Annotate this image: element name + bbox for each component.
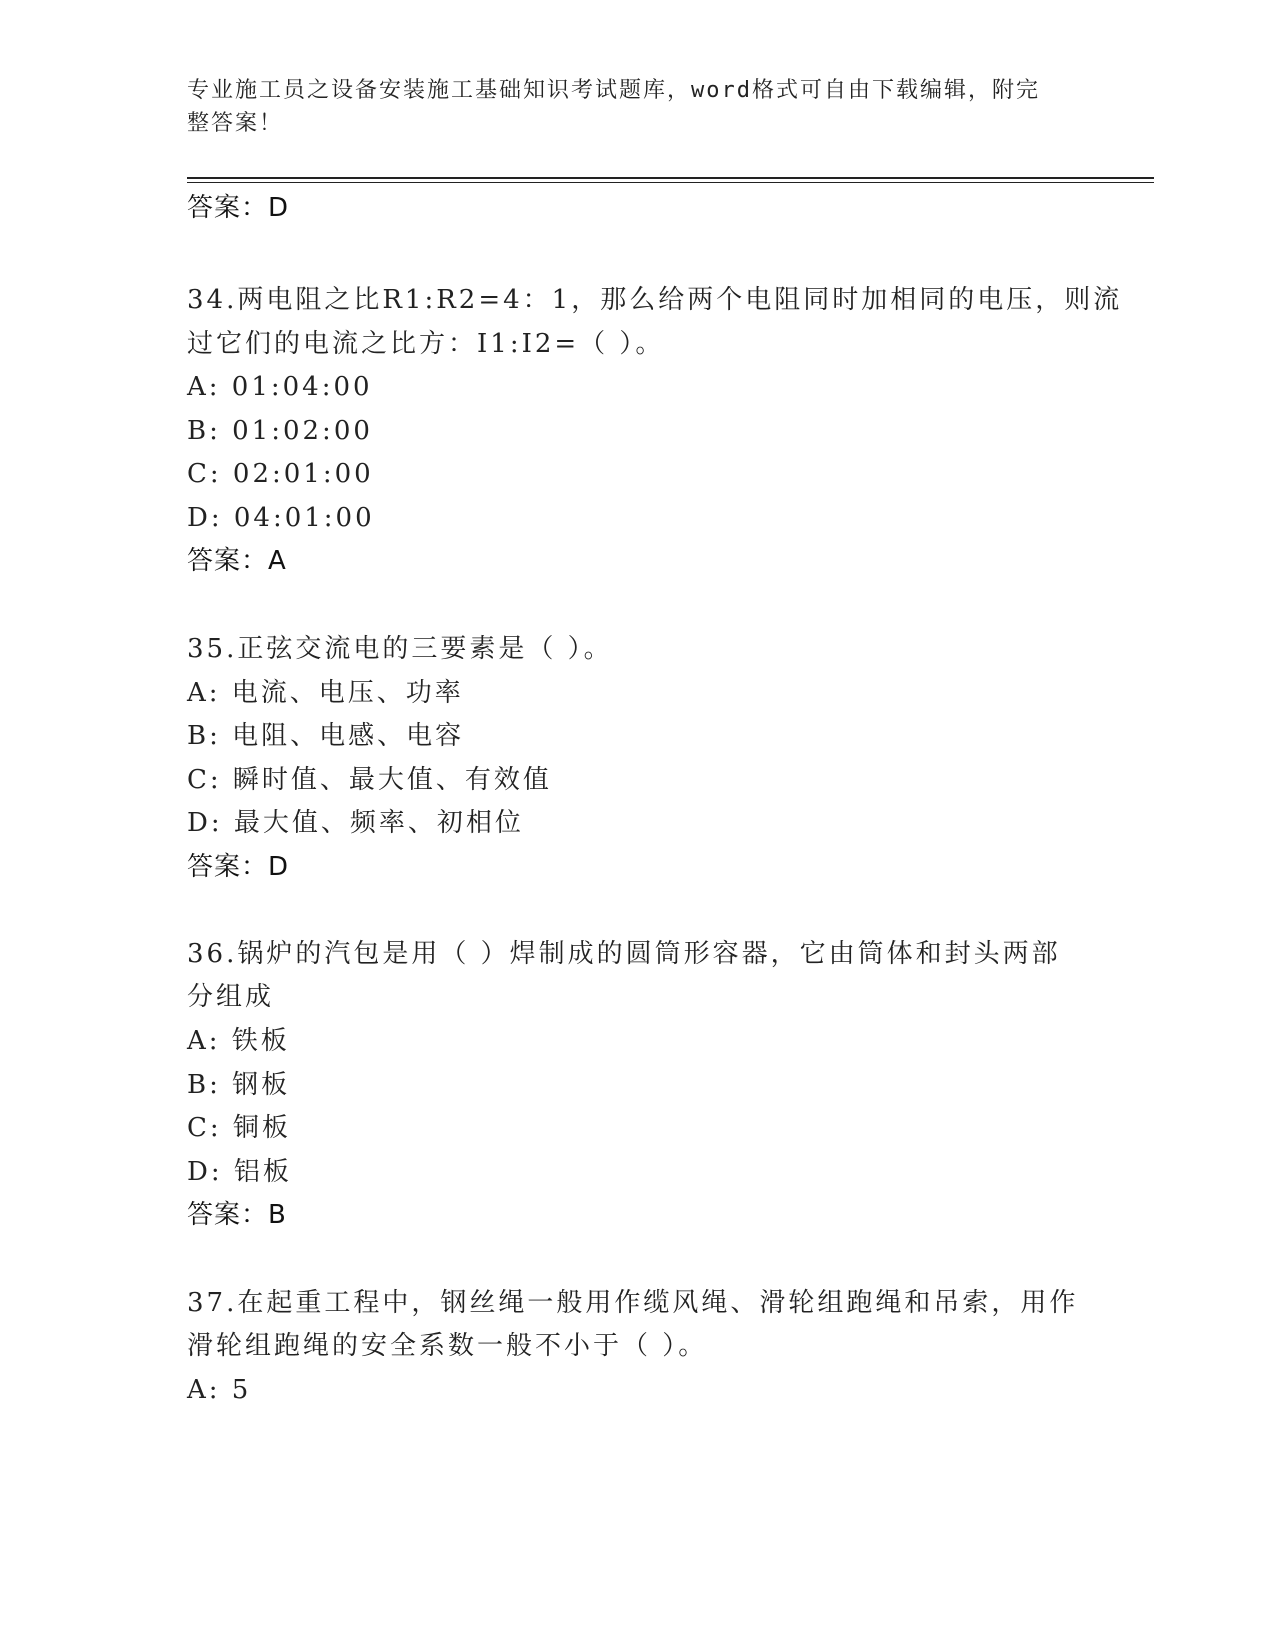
header-line: 整答案！ — [187, 111, 284, 136]
question-stem-line: 过它们的电流之比方：I1:I2=（ ）。 — [187, 329, 665, 359]
option-a: A: 5 — [187, 1375, 252, 1405]
header-rule-thick — [187, 177, 1154, 179]
question-stem-line: 34.两电阻之比R1:R2=4：1，那么给两个电阻同时加相同的电压，则流 — [187, 285, 1123, 315]
question-stem-line: 37.在起重工程中，钢丝绳一般用作缆风绳、滑轮组跑绳和吊索，用作 — [187, 1288, 1079, 1318]
option-a: A: 01:04:00 — [187, 372, 373, 402]
answer: 答案：B — [187, 1200, 287, 1230]
option-a: A: 铁板 — [187, 1026, 290, 1056]
header-rule-thin — [187, 182, 1154, 183]
option-d: D: 04:01:00 — [187, 503, 375, 533]
previous-answer: 答案：D — [187, 193, 290, 223]
question-stem-line: 滑轮组跑绳的安全系数一般不小于（ ）。 — [187, 1331, 708, 1361]
option-c: C: 02:01:00 — [187, 459, 374, 489]
answer: 答案：A — [187, 546, 287, 576]
option-c: C: 瞬时值、最大值、有效值 — [187, 765, 552, 795]
option-c: C: 铜板 — [187, 1113, 291, 1143]
answer: 答案：D — [187, 852, 290, 882]
question-stem-line: 36.锅炉的汽包是用（ ）焊制成的圆筒形容器，它由筒体和封头两部 — [187, 939, 1061, 969]
option-b: B: 01:02:00 — [187, 416, 373, 446]
option-b: B: 钢板 — [187, 1070, 291, 1100]
question-stem-line: 分组成 — [187, 982, 275, 1012]
document-header — [187, 74, 1067, 140]
option-d: D: 最大值、频率、初相位 — [187, 808, 524, 838]
option-b: B: 电阻、电感、电容 — [187, 721, 465, 751]
question-stem-line: 35.正弦交流电的三要素是（ ）。 — [187, 634, 613, 664]
option-d: D: 铝板 — [187, 1157, 292, 1187]
option-a: A: 电流、电压、功率 — [187, 678, 464, 708]
header-line: 专业施工员之设备安装施工基础知识考试题库，word格式可自由下载编辑，附完 — [187, 78, 1040, 103]
